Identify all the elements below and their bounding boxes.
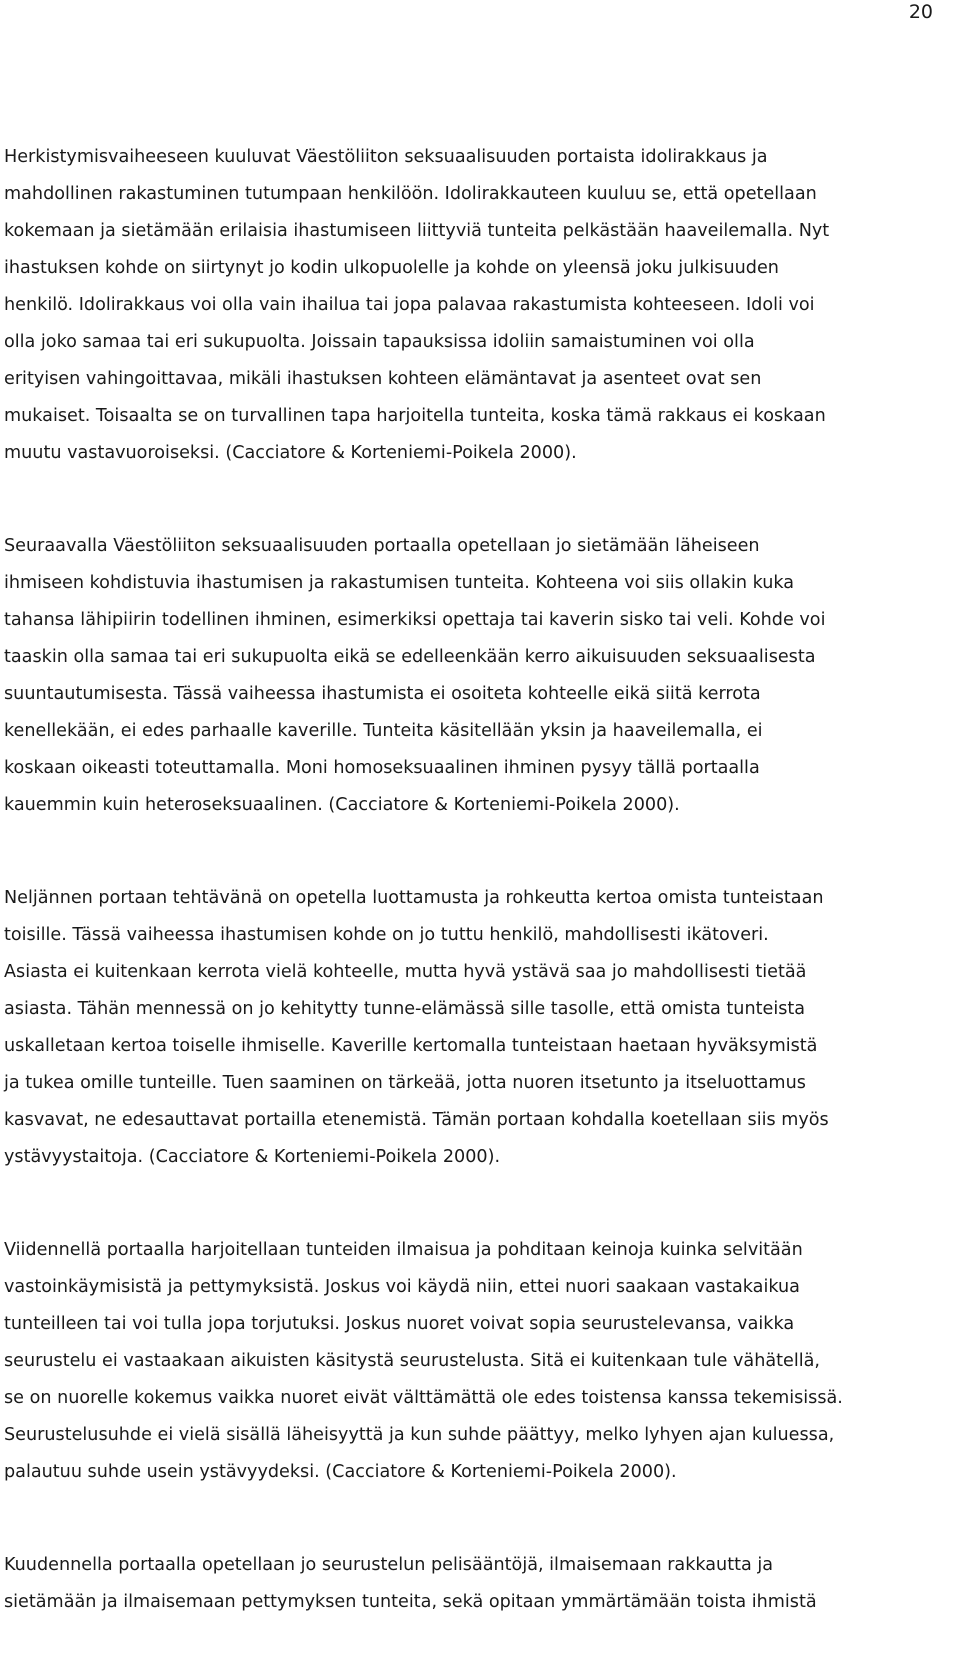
text-line: suuntautumisesta. Tässä vaiheessa ihastumista ei osoiteta kohteelle eikä siitä kerrota	[4, 684, 761, 704]
text-line: taaskin olla samaa tai eri sukupuolta eikä se edelleenkään kerro aikuisuuden seksuaalisesta	[4, 647, 816, 667]
text-line: Seurustelusuhde ei vielä sisällä läheisyyttä ja kun suhde päättyy, melko lyhyen ajan kuluessa,	[4, 1425, 835, 1445]
text-line: muutu vastavuoroiseksi. (Cacciatore & Korteniemi-Poikela 2000).	[4, 443, 577, 463]
text-line: Herkistymisvaiheeseen kuuluvat Väestöliiton seksuaalisuuden portaista idolirakkaus ja	[4, 147, 768, 167]
text-line: koskaan oikeasti toteuttamalla. Moni homoseksuaalinen ihminen pysyy tällä portaalla	[4, 758, 760, 778]
text-line: mukaiset. Toisaalta se on turvallinen tapa harjoitella tunteita, koska tämä rakkaus ei koskaan	[4, 406, 826, 426]
text-line: seurustelu ei vastaakaan aikuisten käsitystä seurustelusta. Sitä ei kuitenkaan tule vähätellä,	[4, 1351, 821, 1371]
text-line: kasvavat, ne edesauttavat portailla etenemistä. Tämän portaan kohdalla koetellaan siis myös	[4, 1110, 829, 1130]
text-line: ihastuksen kohde on siirtynyt jo kodin ulkopuolelle ja kohde on yleensä joku julkisuuden	[4, 258, 779, 278]
paragraph-sixth-step	[4, 1547, 924, 1621]
text-line: erityisen vahingoittavaa, mikäli ihastuksen kohteen elämäntavat ja asenteet ovat sen	[4, 369, 762, 389]
text-line: tahansa lähipiirin todellinen ihminen, esimerkiksi opettaja tai kaverin sisko tai veli. Kohde voi	[4, 610, 826, 630]
text-line: Viidennellä portaalla harjoitellaan tunteiden ilmaisua ja pohditaan keinoja kuinka selvitään	[4, 1240, 803, 1260]
text-line: toisille. Tässä vaiheessa ihastumisen kohde on jo tuttu henkilö, mahdollisesti ikätoveri.	[4, 925, 769, 945]
text-line: vastoinkäymisistä ja pettymyksistä. Joskus voi käydä niin, ettei nuori saakaan vastakaikua	[4, 1277, 800, 1297]
text-line: palautuu suhde usein ystävyydeksi. (Cacciatore & Korteniemi-Poikela 2000).	[4, 1462, 677, 1482]
text-line: Kuudennella portaalla opetellaan jo seurustelun pelisääntöjä, ilmaisemaan rakkautta ja	[4, 1555, 774, 1575]
text-line: henkilö. Idolirakkaus voi olla vain ihailua tai jopa palavaa rakastumista kohteeseen. Idoli voi	[4, 295, 815, 315]
paragraph-fifth-step	[4, 1232, 924, 1491]
paragraph-close-crush	[4, 528, 924, 824]
text-line: ihmiseen kohdistuvia ihastumisen ja rakastumisen tunteita. Kohteena voi siis ollakin kuka	[4, 573, 795, 593]
text-line: tunteilleen tai voi tulla jopa torjutuksi. Joskus nuoret voivat sopia seurustelevansa, vaikka	[4, 1314, 795, 1334]
text-line: olla joko samaa tai eri sukupuolta. Joissain tapauksissa idoliin samaistuminen voi olla	[4, 332, 755, 352]
paragraph-idol-love	[4, 139, 924, 472]
text-line: sietämään ja ilmaisemaan pettymyksen tunteita, sekä opitaan ymmärtämään toista ihmistä	[4, 1592, 817, 1612]
document-body	[4, 139, 924, 1677]
text-line: kokemaan ja sietämään erilaisia ihastumiseen liittyviä tunteita pelkästään haaveilemalla. Nyt	[4, 221, 830, 241]
text-line: uskalletaan kertoa toiselle ihmiselle. Kaverille kertomalla tunteistaan haetaan hyväksymistä	[4, 1036, 818, 1056]
text-line: Asiasta ei kuitenkaan kerrota vielä kohteelle, mutta hyvä ystävä saa jo mahdollisesti tietää	[4, 962, 807, 982]
paragraph-fourth-step	[4, 880, 924, 1176]
text-line: ja tukea omille tunteille. Tuen saaminen on tärkeää, jotta nuoren itsetunto ja itseluottamus	[4, 1073, 806, 1093]
text-line: Neljännen portaan tehtävänä on opetella luottamusta ja rohkeutta kertoa omista tunteistaan	[4, 888, 824, 908]
text-line: kauemmin kuin heteroseksuaalinen. (Cacciatore & Korteniemi-Poikela 2000).	[4, 795, 680, 815]
text-line: Seuraavalla Väestöliiton seksuaalisuuden portaalla opetellaan jo sietämään läheiseen	[4, 536, 760, 556]
text-line: mahdollinen rakastuminen tutumpaan henkilöön. Idolirakkauteen kuuluu se, että opetellaan	[4, 184, 817, 204]
text-line: ystävyystaitoja. (Cacciatore & Korteniemi-Poikela 2000).	[4, 1147, 501, 1167]
page-number: 20	[908, 1, 933, 23]
text-line: se on nuorelle kokemus vaikka nuoret eivät välttämättä ole edes toistensa kanssa tekemisissä.	[4, 1388, 843, 1408]
text-line: asiasta. Tähän mennessä on jo kehitytty tunne-elämässä sille tasolle, että omista tunteista	[4, 999, 806, 1019]
text-line: kenellekään, ei edes parhaalle kaverille. Tunteita käsitellään yksin ja haaveilemalla, ei	[4, 721, 763, 741]
